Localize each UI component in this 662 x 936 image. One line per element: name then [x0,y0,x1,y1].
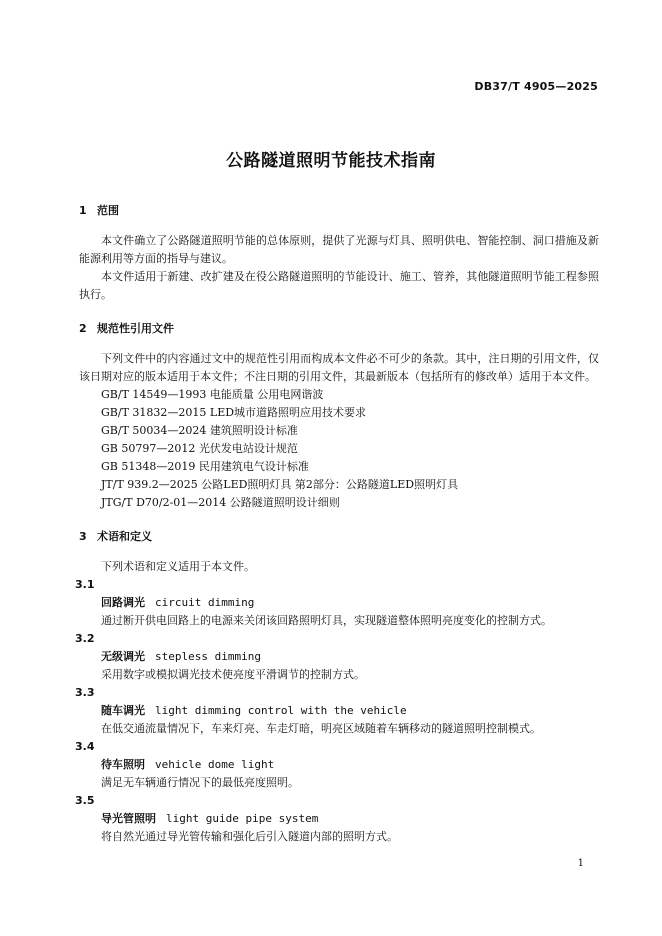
reference-item: GB 50797—2012 光伏发电站设计规范 [101,442,298,455]
document-title: 公路隧道照明节能技术指南 [226,151,436,171]
document-code: DB37/T 4905—2025 [474,80,598,93]
reference-item: GB/T 14549—1993 电能质量 公用电网谐波 [101,388,324,401]
term-english: light dimming control with the vehicle [155,704,407,717]
scope-paragraph: 本文件确立了公路隧道照明节能的总体原则，提供了光源与灯具、照明供电、智能控制、洞口措施及新能源利用等方面的指导与建议。 [79,234,599,265]
term-entry [79,594,599,612]
reference-item: GB/T 50034—2024 建筑照明设计标准 [101,424,298,437]
term-english: stepless dimming [155,650,261,663]
term-number: 3.2 [75,632,95,645]
term-entry [79,648,599,666]
term-chinese: 待车照明 [101,758,145,771]
term-entry [79,810,599,828]
section-number: 3 [79,530,87,543]
page-number: 1 [577,858,584,869]
term-english: light guide pipe system [166,812,319,825]
term-definition: 满足无车辆通行情况下的最低亮度照明。 [101,776,299,789]
term-number: 3.4 [75,740,95,753]
term-chinese: 导光管照明 [101,812,156,825]
term-number: 3.3 [75,686,95,699]
section-title: 术语和定义 [97,530,152,543]
term-chinese: 无级调光 [101,650,145,663]
term-entry [79,756,599,774]
term-english: vehicle dome light [155,758,275,771]
term-english: circuit dimming [155,596,255,609]
references-intro: 下列文件中的内容通过文中的规范性引用而构成本文件必不可少的条款。其中，注日期的引用文件，仅该日期对应的版本适用于本文件；不注日期的引用文件，其最新版本（包括所有的修改单）适用于本文件。 [79,352,599,383]
terms-intro: 下列术语和定义适用于本文件。 [101,560,255,573]
section-number: 1 [79,204,87,217]
reference-item: JTG/T D70/2-01—2014 公路隧道照明设计细则 [101,496,340,509]
term-definition: 在低交通流量情况下，车来灯亮、车走灯暗，明亮区域随着车辆移动的隧道照明控制模式。 [101,722,541,735]
term-entry [79,702,599,720]
term-number: 3.5 [75,794,95,807]
reference-item: GB 51348—2019 民用建筑电气设计标准 [101,460,309,473]
term-definition: 通过断开供电回路上的电源来关闭该回路照明灯具，实现隧道整体照明亮度变化的控制方式。 [101,614,552,627]
section-title: 范围 [97,204,119,217]
reference-item: JT/T 939.2—2025 公路LED照明灯具 第2部分：公路隧道LED照明灯具 [101,478,459,491]
section-heading-terms [79,528,599,546]
section-heading-scope [79,202,599,220]
term-definition: 将自然光通过导光管传输和强化后引入隧道内部的照明方式。 [101,830,398,843]
term-chinese: 回路调光 [101,596,145,609]
section-number: 2 [79,322,87,335]
document-body [75,202,599,846]
section-heading-normative-references [79,320,599,338]
term-number: 3.1 [75,578,95,591]
scope-paragraph: 本文件适用于新建、改扩建及在役公路隧道照明的节能设计、施工、管养，其他隧道照明节能工程参照执行。 [79,270,599,301]
section-title: 规范性引用文件 [97,322,174,335]
reference-item: GB/T 31832—2015 LED城市道路照明应用技术要求 [101,406,367,419]
term-chinese: 随车调光 [101,704,145,717]
term-definition: 采用数字或模拟调光技术使亮度平滑调节的控制方式。 [101,668,365,681]
